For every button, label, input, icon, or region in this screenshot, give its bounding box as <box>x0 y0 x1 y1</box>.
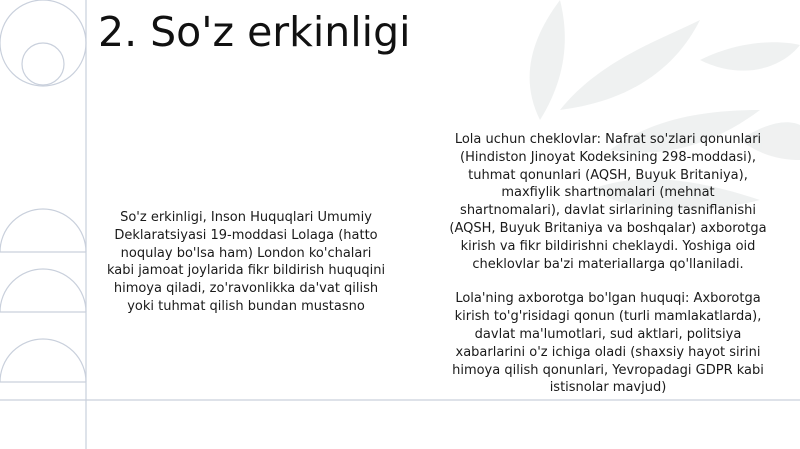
right-text-column <box>438 131 778 397</box>
restrictions-paragraph: Lola uchun cheklovlar: Nafrat so'zlari qonunlari (Hindiston Jinoyat Kodeksining 298-moddasi), tuhmat qonunlari (AQSH, Buyuk Britaniya), maxfiylik shartnomalari (mehnat shartnomalari), davlat sirlarining tasniflanishi (AQSH, Buyuk Britaniya va boshqalar) axborotga kirish va fikr bildirishni cheklaydi. Yoshiga oid cheklovlar ba'zi materiallarga qo'llaniladi. <box>449 132 767 272</box>
access-rights-paragraph: Lola'ning axborotga bo'lgan huquqi: Axborotga kirish to'g'risidagi qonun (turli mamlakatlarda), davlat ma'lumotlari, sud aktlari, politsiya xabarlarini o'z ichiga oladi (shaxsiy hayot sirini himoya qilish qonunlari, Yevropadagi GDPR kabi istisnolar mavjud) <box>452 291 764 396</box>
left-text-block: So'z erkinligi, Inson Huquqlari Umumiy Deklaratsiyasi 19-moddasi Lolaga (hatto noqulay bo'lsa ham) London ko'chalari kabi jamoat joylarida fikr bildirish huquqini himoya qiladi, zo'ravonlikka da'vat qilish yoki tuhmat qilish bundan mustasno <box>106 210 386 314</box>
slide-title: 2. So'z erkinligi <box>98 8 411 56</box>
